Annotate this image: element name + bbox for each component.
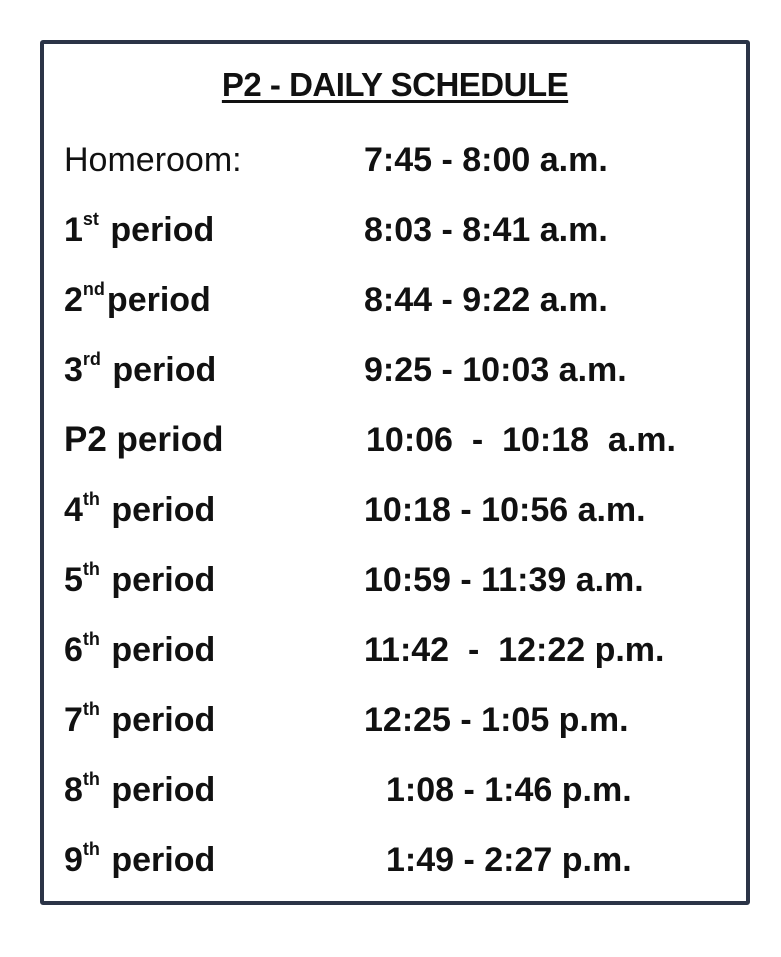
schedule-row-period-4 bbox=[64, 482, 736, 552]
period-time: 7:45 - 8:00 a.m. bbox=[364, 141, 608, 179]
period-number: 5 bbox=[64, 561, 83, 599]
period-label: period bbox=[110, 211, 215, 249]
period-label: period bbox=[111, 491, 216, 529]
period-ordinal: th bbox=[82, 838, 100, 859]
period-number: 3 bbox=[64, 351, 83, 389]
period-label: Homeroom: bbox=[64, 141, 242, 179]
period-number: 6 bbox=[64, 631, 83, 669]
period-label-group bbox=[64, 272, 211, 328]
period-ordinal: th bbox=[82, 768, 100, 789]
period-label-group bbox=[64, 622, 215, 678]
period-time: 10:06 - 10:18 a.m. bbox=[366, 421, 676, 459]
period-ordinal: th bbox=[82, 488, 100, 509]
period-label-group bbox=[64, 482, 215, 538]
period-number: 8 bbox=[64, 771, 83, 809]
period-label-group bbox=[64, 762, 215, 818]
period-time: 10:18 - 10:56 a.m. bbox=[364, 491, 646, 529]
schedule-card bbox=[40, 40, 750, 905]
schedule-row-p2-period bbox=[64, 412, 736, 482]
period-label: period bbox=[111, 631, 216, 669]
schedule-row-period-8 bbox=[64, 762, 736, 832]
schedule-row-period-7 bbox=[64, 692, 736, 762]
period-label-group bbox=[64, 202, 214, 258]
period-time: 8:44 - 9:22 a.m. bbox=[364, 281, 608, 319]
period-label: P2 period bbox=[64, 420, 224, 459]
period-number: 1 bbox=[64, 211, 83, 249]
period-label: period bbox=[112, 351, 217, 389]
schedule-row-period-6 bbox=[64, 622, 736, 692]
period-time: 12:25 - 1:05 p.m. bbox=[364, 701, 629, 739]
period-time: 10:59 - 11:39 a.m. bbox=[364, 561, 644, 599]
period-label-group bbox=[64, 552, 215, 608]
schedule-row-period-9 bbox=[64, 832, 736, 902]
schedule-row-period-5 bbox=[64, 552, 736, 622]
schedule-row-period-3 bbox=[64, 342, 736, 412]
period-time: 9:25 - 10:03 a.m. bbox=[364, 351, 627, 389]
period-ordinal: th bbox=[82, 698, 100, 719]
period-ordinal: st bbox=[82, 208, 99, 229]
period-label-group bbox=[64, 342, 216, 398]
period-number: 4 bbox=[64, 491, 83, 529]
schedule-row-homeroom bbox=[64, 132, 736, 202]
period-label: period bbox=[111, 771, 216, 809]
period-label: period bbox=[111, 701, 216, 739]
period-number: 9 bbox=[64, 841, 83, 879]
period-time: 8:03 - 8:41 a.m. bbox=[364, 211, 608, 249]
schedule-row-period-2 bbox=[64, 272, 736, 342]
period-ordinal: th bbox=[82, 558, 100, 579]
period-ordinal: nd bbox=[82, 278, 105, 299]
period-time: 1:08 - 1:46 p.m. bbox=[386, 771, 632, 809]
period-time: 1:49 - 2:27 p.m. bbox=[386, 841, 632, 879]
period-ordinal: th bbox=[82, 628, 100, 649]
period-number: 7 bbox=[64, 701, 83, 739]
schedule-list bbox=[64, 132, 736, 902]
period-number: 2 bbox=[64, 281, 83, 319]
period-label-group bbox=[64, 692, 215, 748]
schedule-row-period-1 bbox=[64, 202, 736, 272]
period-label-group bbox=[64, 832, 215, 888]
schedule-title: P2 - DAILY SCHEDULE bbox=[221, 66, 569, 103]
period-time: 11:42 - 12:22 p.m. bbox=[364, 631, 665, 669]
period-label: period bbox=[111, 561, 216, 599]
period-label: period bbox=[106, 281, 211, 319]
period-label: period bbox=[111, 841, 216, 879]
period-ordinal: rd bbox=[82, 348, 101, 369]
